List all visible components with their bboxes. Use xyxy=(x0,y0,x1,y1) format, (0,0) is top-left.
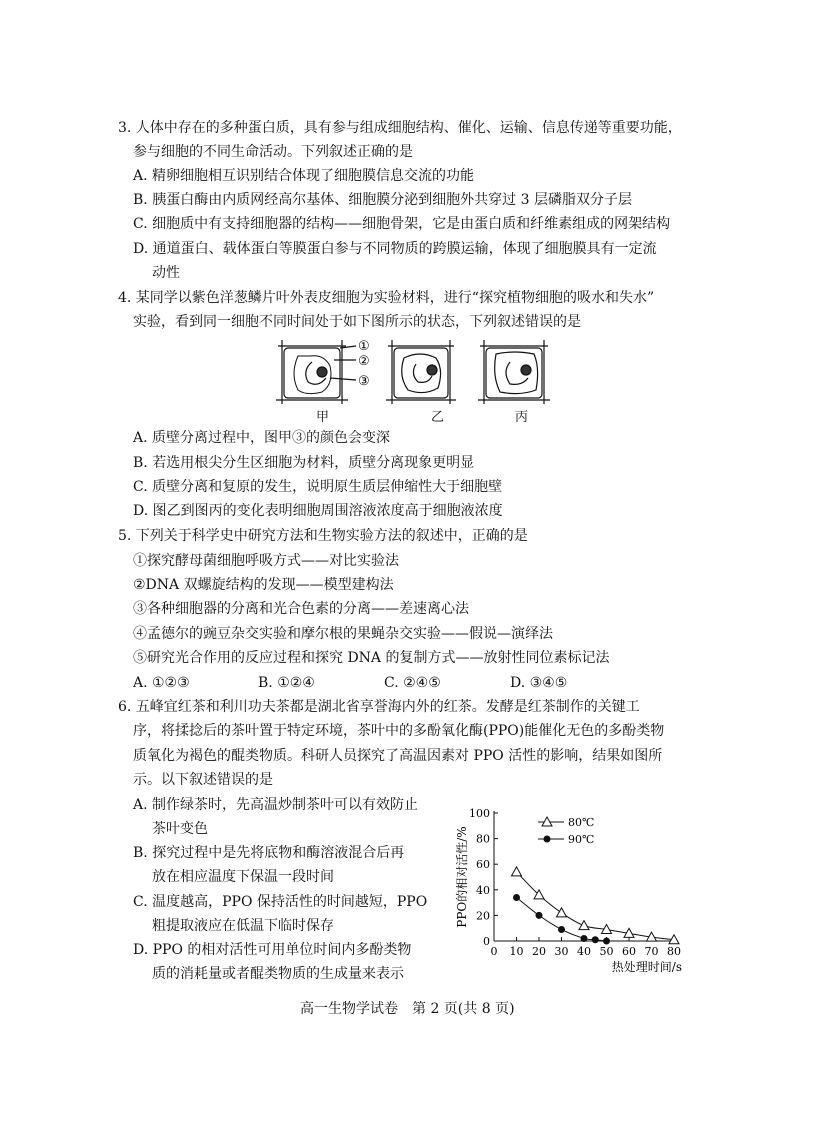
q6-stem-3: 质氧化为褐色的醌类物质。科研人员探究了高温因素对 PPO 活性的影响，结果如图所 xyxy=(133,748,663,764)
q3-option-d: D. 通道蛋白、载体蛋白等膜蛋白参与不同物质的跨膜运输，体现了细胞膜具有一定流 xyxy=(133,241,657,257)
data-point-circle xyxy=(536,912,543,919)
x-tick-label: 40 xyxy=(577,945,591,958)
q6-option-a: A. 制作绿茶时，先高温炒制茶叶可以有效防止 xyxy=(133,797,419,813)
q5-option-c: C. ②④⑤ xyxy=(384,675,441,691)
marker-3: ③ xyxy=(358,374,370,389)
q6-stem-4: 示。以下叙述错误的是 xyxy=(133,772,273,788)
q3-stem-cont: 参与细胞的不同生命活动。下列叙述正确的是 xyxy=(133,144,413,160)
q4-option-d: D. 图乙到图丙的变化表明细胞周围溶液浓度高于细胞液浓度 xyxy=(133,503,503,519)
x-tick-label: 20 xyxy=(532,945,546,958)
legend-label-0: 80℃ xyxy=(568,816,595,829)
data-point-circle xyxy=(592,936,599,943)
data-point-triangle xyxy=(512,867,522,876)
data-point-circle xyxy=(603,938,610,945)
fig-label-bing: 丙 xyxy=(515,410,529,425)
q6-stem-2: 序，将揉捻后的茶叶置于特定环境，茶叶中的多酚氧化酶(PPO)能催化无色的多酚类物 xyxy=(133,723,665,739)
q6-option-b: B. 探究过程中是先将底物和酶溶液混合后再 xyxy=(133,845,405,861)
data-point-triangle xyxy=(557,908,567,917)
q3-option-b: B. 胰蛋白酶由内质网经高尔基体、细胞膜分泌到细胞外共穿过 3 层磷脂双分子层 xyxy=(133,192,632,208)
data-point-circle xyxy=(513,894,520,901)
q3-option-d-cont: 动性 xyxy=(152,265,180,281)
y-tick-label: 40 xyxy=(476,883,490,897)
cell-yi xyxy=(386,340,456,404)
q5-item-2: ②DNA 双螺旋结构的发现——模型建构法 xyxy=(133,577,394,593)
marker-2: ② xyxy=(358,354,370,369)
q6-stem: 6. 五峰宜红茶和利川功夫茶都是湖北省享誉海内外的红茶。发酵是红茶制作的关键工 xyxy=(118,699,640,715)
cell-bing xyxy=(478,340,550,404)
q6-option-c-cont: 粗提取液应在低温下临时保存 xyxy=(152,918,334,934)
x-tick-label: 10 xyxy=(509,945,524,958)
fig-label-yi: 乙 xyxy=(431,410,445,425)
series-line-1 xyxy=(517,897,607,941)
q5-option-d: D. ③④⑤ xyxy=(510,675,568,691)
q4-stem-cont: 实验，看到同一细胞不同时间处于如下图所示的状态，下列叙述错误的是 xyxy=(133,314,581,330)
x-tick-label: 30 xyxy=(554,945,569,958)
q3-option-a: A. 精卵细胞相互识别结合体现了细胞膜信息交流的功能 xyxy=(133,168,475,184)
marker-1: ① xyxy=(358,339,370,354)
q5-item-5: ⑤研究光合作用的反应过程和探究 DNA 的复制方式——放射性同位素标记法 xyxy=(133,650,610,666)
q3-stem: 3. 人体中存在的多种蛋白质，具有参与组成细胞结构、催化、运输、信息传递等重要功能， xyxy=(118,120,682,136)
y-tick-label: 0 xyxy=(483,935,490,948)
q5-stem: 5. 下列关于科学史中研究方法和生物实验方法的叙述中，正确的是 xyxy=(118,528,528,544)
q5-item-4: ④孟德尔的豌豆杂交实验和摩尔根的果蝇杂交实验——假说—演绎法 xyxy=(133,626,553,642)
y-tick-label: 80 xyxy=(476,832,490,846)
data-point-circle xyxy=(581,935,588,942)
q4-option-a: A. 质壁分离过程中，图甲③的颜色会变深 xyxy=(133,430,391,446)
q6-option-a-cont: 茶叶变色 xyxy=(152,821,208,837)
fig-label-jia: 甲 xyxy=(316,410,330,425)
x-tick-label: 70 xyxy=(644,945,659,958)
y-tick-label: 20 xyxy=(476,909,490,923)
page-footer: 高一生物学试卷 第 2 页(共 8 页) xyxy=(300,1001,515,1017)
cell-jia xyxy=(276,340,356,404)
y-axis-label: PPO的相对活性/% xyxy=(455,826,469,928)
q6-option-d-cont: 质的消耗量或者醌类物质的生成量来表示 xyxy=(152,966,404,982)
y-tick-label: 60 xyxy=(476,858,490,872)
x-tick-label: 0 xyxy=(490,945,498,958)
q4-option-b: B. 若选用根尖分生区细胞为材料，质壁分离现象更明显 xyxy=(133,455,475,471)
q4-option-c: C. 质壁分离和复原的发生，说明原生质层伸缩性大于细胞壁 xyxy=(133,479,503,495)
legend-label-1: 90℃ xyxy=(568,833,595,846)
x-axis-label: 热处理时间/s xyxy=(611,960,682,974)
q6-option-d: D. PPO 的相对活性可用单位时间内多酚类物 xyxy=(133,942,412,958)
y-tick-label: 100 xyxy=(469,807,490,820)
q6-option-b-cont: 放在相应温度下保温一段时间 xyxy=(152,869,334,885)
q5-option-a: A. ①②③ xyxy=(133,675,190,691)
q4-stem: 4. 某同学以紫色洋葱鳞片叶外表皮细胞为实验材料，进行“探究植物细胞的吸水和失水” xyxy=(118,290,655,306)
q5-item-3: ③各种细胞器的分离和光合色素的分离——差速离心法 xyxy=(133,601,469,617)
x-tick-label: 60 xyxy=(622,945,636,958)
series-line-0 xyxy=(517,872,675,940)
data-point-triangle xyxy=(579,921,589,930)
q5-item-1: ①探究酵母菌细胞呼吸方式——对比实验法 xyxy=(133,553,399,569)
ppo-activity-chart xyxy=(450,800,710,980)
x-tick-label: 50 xyxy=(599,945,614,958)
q6-option-c: C. 温度越高，PPO 保持活性的时间越短，PPO xyxy=(133,894,428,910)
q5-option-b: B. ①②④ xyxy=(258,675,315,691)
legend-circle xyxy=(544,836,551,843)
x-tick-label: 80 xyxy=(667,945,681,958)
q3-option-c: C. 细胞质中有支持细胞器的结构——细胞骨架，它是由蛋白质和纤维素组成的网架结构 xyxy=(133,216,671,232)
data-point-circle xyxy=(558,926,565,933)
